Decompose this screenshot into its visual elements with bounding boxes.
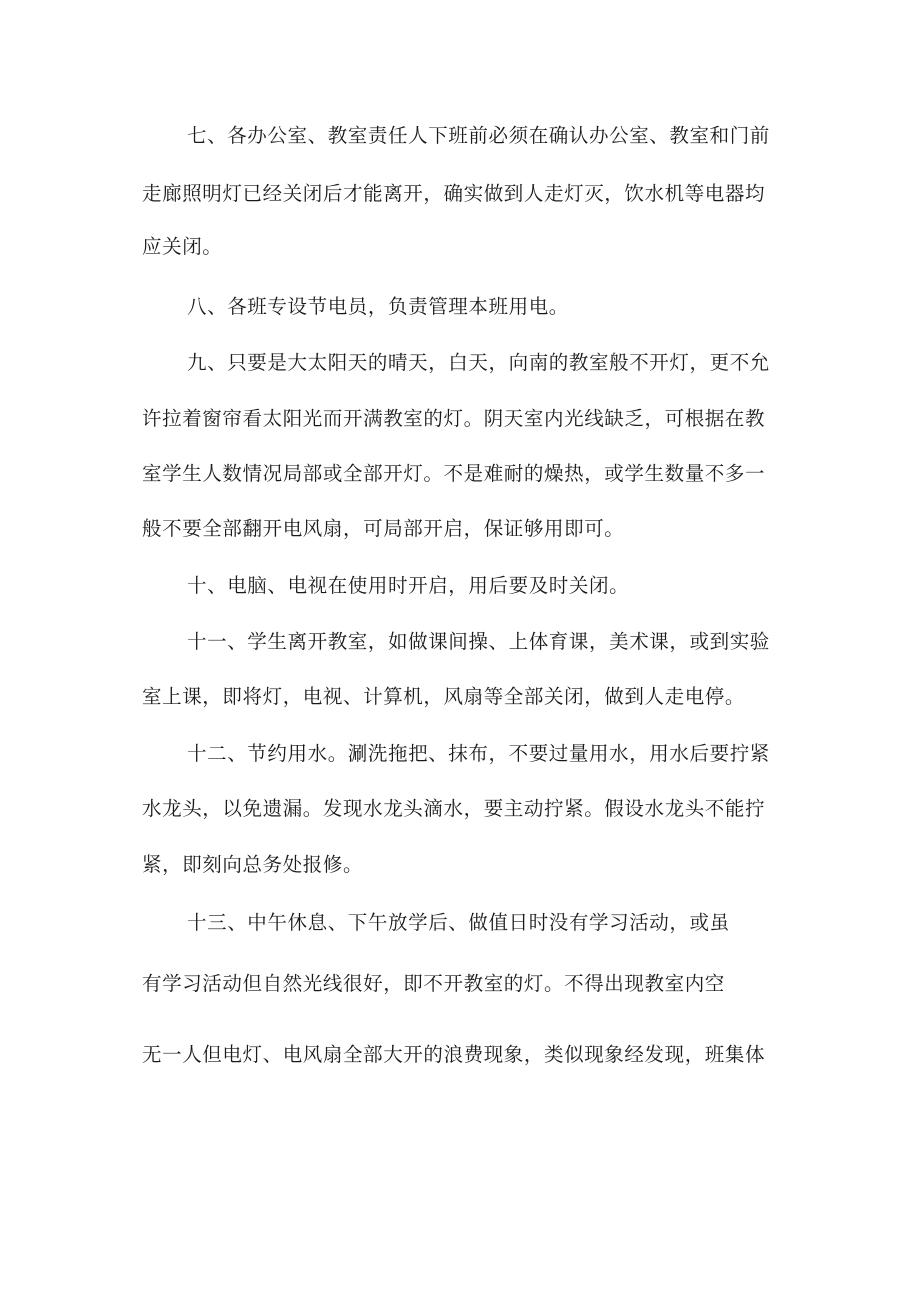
paragraph-13-line-2: 有学习活动但自然光线很好，即不开教室的灯。不得出现教室内空 [142,972,725,995]
paragraph-11-line-1: 十一、学生离开教室，如做课间操、上体育课，美术课，或到实验 [187,630,770,653]
paragraph-9-line-1: 九、只要是大太阳天的晴天，白天，向南的教室般不开灯，更不允 [187,351,770,374]
paragraph-12-line-3: 紧，即刻向总务处报修。 [142,853,364,876]
paragraph-13-line-1: 十三、中午休息、下午放学后、做值日时没有学习活动，或虽 [187,911,730,934]
paragraph-12-line-1: 十二、节约用水。涮洗拖把、抹布，不要过量用水，用水后要拧紧 [187,742,770,765]
paragraph-9-line-3: 室学生人数情况局部或全部开灯。不是难耐的燥热，或学生数量不多一 [142,462,766,485]
paragraph-9-line-2: 许拉着窗帘看太阳光而开满教室的灯。阴天室内光线缺乏，可根据在教 [142,407,766,430]
paragraph-10-line-1: 十、电脑、电视在使用时开启，用后要及时关闭。 [187,574,630,597]
paragraph-12-line-2: 水龙头，以免遗漏。发现水龙头滴水，要主动拧紧。假设水龙头不能拧 [142,797,766,820]
paragraph-11-line-2: 室上课，即将灯，电视、计算机，风扇等全部关闭，做到人走电停。 [142,685,746,708]
paragraph-9-line-4: 般不要全部翻开电风扇，可局部开启，保证够用即可。 [142,517,625,540]
paragraph-8-line-1: 八、各班专设节电员，负责管理本班用电。 [187,295,569,318]
paragraph-7-line-3: 应关闭。 [142,235,223,258]
paragraph-7-line-2: 走廊照明灯已经关闭后才能离开，确实做到人走灯灭，饮水机等电器均 [142,182,766,205]
paragraph-13-line-3: 无一人但电灯、电风扇全部大开的浪费现象，类似现象经发现，班集体 [142,1043,766,1066]
paragraph-7-line-1: 七、各办公室、教室责任人下班前必须在确认办公室、教室和门前 [187,124,770,147]
